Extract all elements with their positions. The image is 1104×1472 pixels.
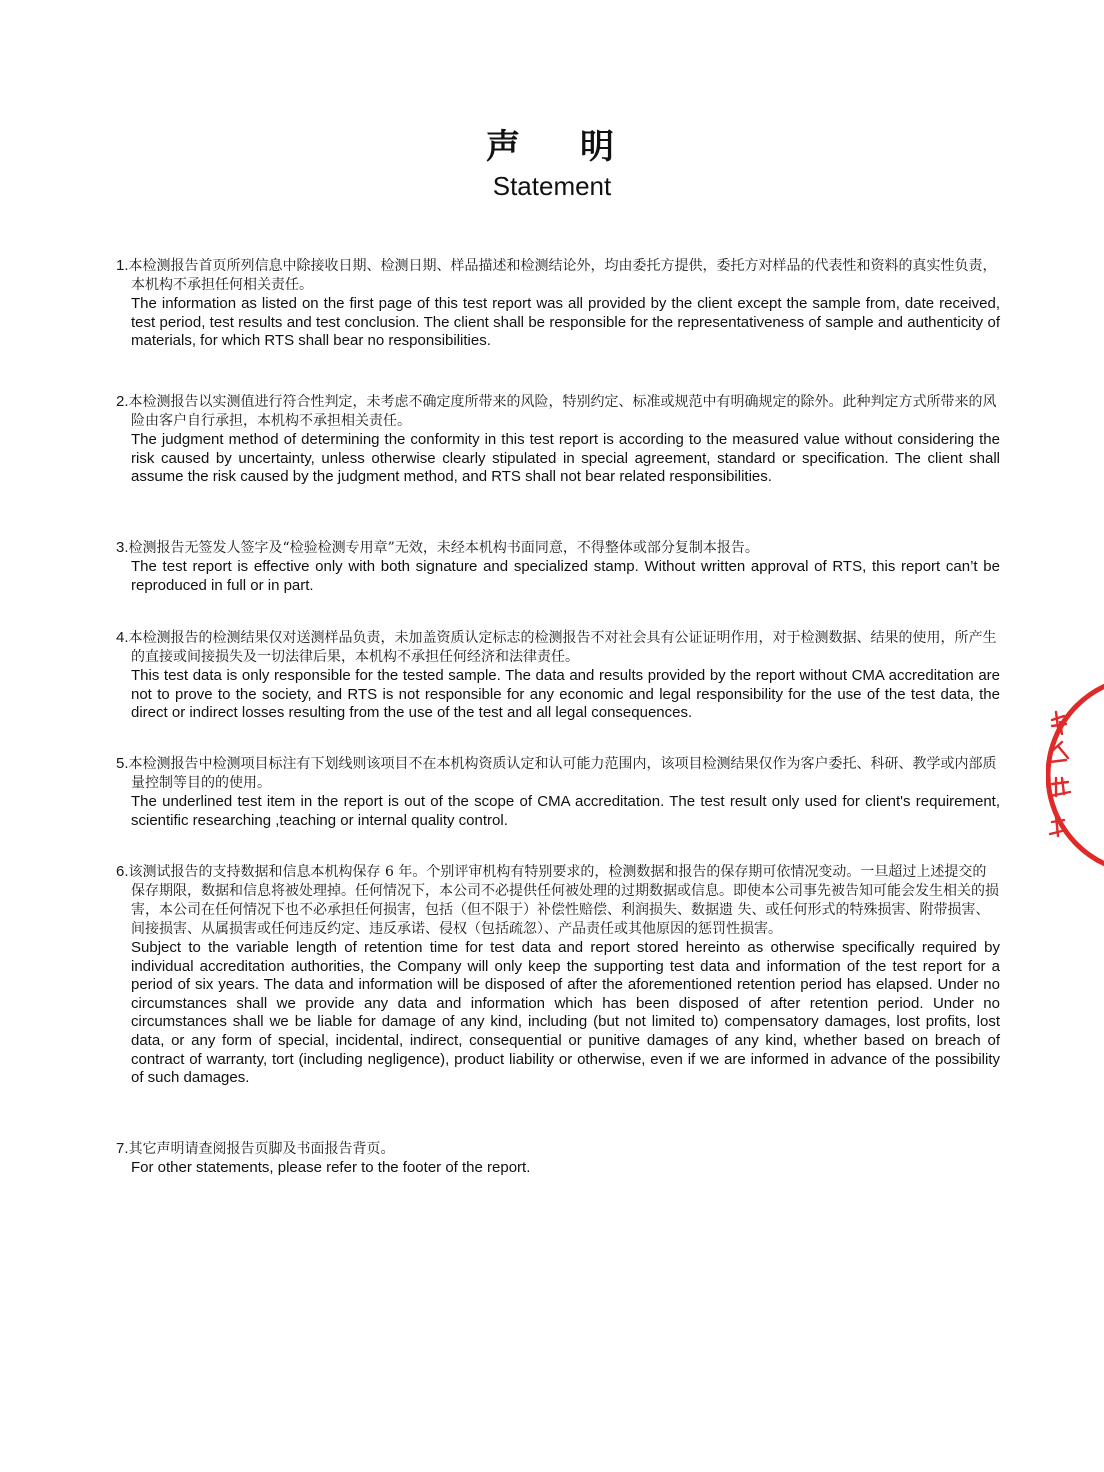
- statement-item-1: [116, 256, 1000, 351]
- page-title-chinese: [0, 126, 1104, 168]
- item-cn-text: 其它声明请查阅报告页脚及书面报告背页。: [128, 1141, 395, 1157]
- title-char-right: 明: [580, 127, 618, 167]
- red-seal-stamp: [1046, 672, 1104, 878]
- item-number: 2.: [116, 393, 129, 410]
- item-number: 7.: [116, 1140, 129, 1157]
- statement-item-6: [116, 862, 1000, 1088]
- statement-item-en: For other statements, please refer to the footer of the report.: [131, 1159, 531, 1176]
- page-title-english: Statement: [492, 171, 612, 201]
- statement-item-cn: [116, 628, 1000, 667]
- item-number: 6.: [116, 863, 129, 880]
- statement-item-en: This test data is only responsible for the tested sample. The data and results provided by the report without CMA accreditation are not to prove to the society, and RTS is not responsible for any economic and legal responsibility for the use of the test data, the direct or indirect losses resulting from the use of the test and all legal consequences.: [131, 667, 1000, 722]
- statement-item-2: [116, 392, 1000, 487]
- item-cn-text: 该测试报告的支持数据和信息本机构保存 6 年。个别评审机构有特别要求的，检测数据和报告的保存期可依情况变动。一旦超过上述提交的保存期限，数据和信息将被处理掉。任何情况下，本公司不必提供任何被处理的过期数据或信息。即使本公司事先被告知可能会发生相关的损害，本公司在任何情况下也不必承担任何损害，包括（但不限于）补偿性赔偿、利润损失、数据遗 失、或任何形式的特殊损害、附带损害、间接损害、从属损害或任何违反约定、违反承诺、侵权（包括疏忽）、产品责任或其他原因的惩罚性损害。: [128, 864, 999, 937]
- statement-item-cn: [116, 754, 1000, 793]
- statement-item-cn: [116, 392, 1000, 431]
- statement-item-cn: [116, 862, 1000, 939]
- statement-item-cn: [116, 256, 1000, 295]
- title-char-left: 声: [486, 127, 524, 167]
- statement-item-cn: [116, 538, 1000, 558]
- statement-item-en: The judgment method of determining the conformity in this test report is according to the measured value without considering the risk caused by uncertainty, unless otherwise clearly stipulated in special agreement, standard or specification. The client shall assume the risk caused by the judgment method, and RTS shall not bear related responsibilities.: [131, 431, 1000, 486]
- statement-item-en: The test report is effective only with both signature and specialized stamp. Without written approval of RTS, this report can’t be reproduced in full or in part.: [131, 558, 1000, 594]
- item-cn-text: 本检测报告以实测值进行符合性判定，未考虑不确定度所带来的风险，特别约定、标准或规范中有明确规定的除外。此种判定方式所带来的风险由客户自行承担，本机构不承担相关责任。: [128, 394, 997, 429]
- item-number: 5.: [116, 755, 129, 772]
- statement-item-en: The underlined test item in the report is out of the scope of CMA accreditation. The test result only used for client's requirement, scientific researching ,teaching or internal quality control.: [131, 793, 1000, 829]
- statement-item-3: [116, 538, 1000, 595]
- item-number: 3.: [116, 539, 129, 556]
- seal-icon: [1046, 672, 1104, 878]
- statement-item-7: [116, 1139, 1000, 1178]
- item-cn-text: 本检测报告的检测结果仅对送测样品负责，未加盖资质认定标志的检测报告不对社会具有公证证明作用，对于检测数据、结果的使用，所产生的直接或间接损失及一切法律后果，本机构不承担任何经济和法律责任。: [128, 630, 997, 665]
- item-cn-text: 检测报告无签发人签字及“检验检测专用章”无效，未经本机构书面同意，不得整体或部分复制本报告。: [128, 540, 759, 556]
- item-number: 1.: [116, 257, 129, 274]
- item-cn-text: 本检测报告中检测项目标注有下划线则该项目不在本机构资质认定和认可能力范围内，该项目检测结果仅作为客户委托、科研、教学或内部质量控制等目的的使用。: [128, 756, 997, 791]
- item-cn-text: 本检测报告首页所列信息中除接收日期、检测日期、样品描述和检测结论外，均由委托方提供，委托方对样品的代表性和资料的真实性负责，本机构不承担任何相关责任。: [128, 258, 997, 293]
- statement-item-5: [116, 754, 1000, 830]
- item-number: 4.: [116, 629, 129, 646]
- statement-item-cn: [116, 1139, 1000, 1159]
- statement-item-en: The information as listed on the first page of this test report was all provided by the client except the sample from, date received, test period, test results and test conclusion. The client shall be responsible for the representativeness of sample and authenticity of materials, for which RTS shall bear no responsibilities.: [131, 295, 1000, 350]
- statement-item-en: Subject to the variable length of retention time for test data and report stored hereinto as otherwise specifically required by individual accreditation authorities, the Company will only keep the supporting test data and information of the test report for a period of six years. The data and information will be disposed of after the aforementioned retention period has elapsed. Under no circumstances shall we provide any data and information which has been disposed of after retention period. Under no circumstances shall we be liable for damage of any kind, including (but not limited to) compensatory damages, lost profits, lost data, or any form of special, incidental, indirect, consequential or punitive damages of any kind, whether based on breach of contract of warranty, tort (including negligence), product liability or otherwise, even if we are informed in advance of the possibility of such damages.: [131, 939, 1000, 1087]
- statement-item-4: [116, 628, 1000, 723]
